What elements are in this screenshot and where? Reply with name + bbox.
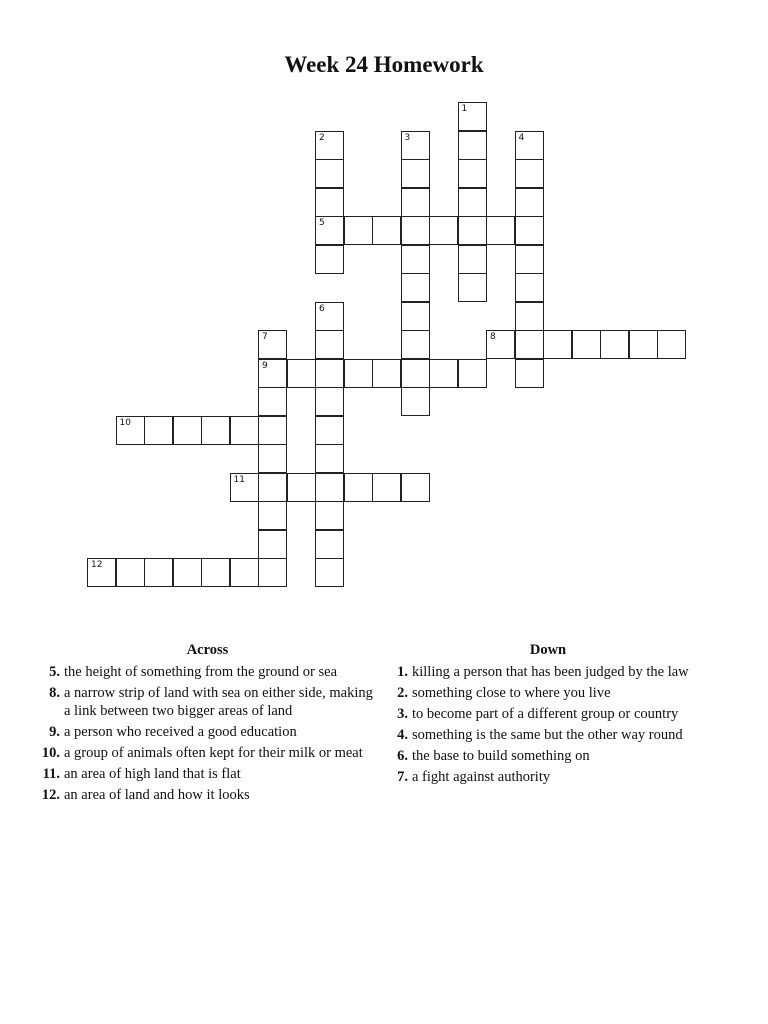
- grid-cell[interactable]: [87, 558, 116, 587]
- clue-number: 8.: [49, 685, 60, 701]
- grid-cell[interactable]: [401, 216, 430, 245]
- grid-cell[interactable]: [230, 416, 259, 445]
- grid-cell[interactable]: [458, 359, 487, 388]
- clue-number: 4.: [397, 727, 408, 743]
- grid-cell[interactable]: [315, 302, 344, 331]
- grid-cell[interactable]: [258, 558, 287, 587]
- grid-cell[interactable]: [173, 416, 202, 445]
- grid-cell[interactable]: [401, 245, 430, 274]
- grid-cell[interactable]: [344, 359, 373, 388]
- grid-cell[interactable]: [401, 473, 430, 502]
- grid-cell[interactable]: [315, 416, 344, 445]
- clue-text: killing a person that has been judged by the law: [412, 664, 689, 680]
- grid-cell[interactable]: [486, 330, 515, 359]
- clue-number: 8: [490, 332, 496, 342]
- grid-cell[interactable]: [201, 416, 230, 445]
- page-title: Week 24 Homework: [284, 52, 484, 77]
- across-clue: [40, 765, 380, 783]
- grid-cell[interactable]: [258, 330, 287, 359]
- grid-cell[interactable]: [515, 273, 544, 302]
- grid-cell[interactable]: [515, 245, 544, 274]
- grid-cell[interactable]: [258, 473, 287, 502]
- grid-cell[interactable]: [144, 558, 173, 587]
- clue-number: 9.: [49, 724, 60, 740]
- across-clue: [40, 786, 380, 804]
- grid-cell[interactable]: [515, 302, 544, 331]
- grid-cell[interactable]: [230, 473, 259, 502]
- grid-cell[interactable]: [401, 131, 430, 160]
- across-clue: [40, 663, 380, 681]
- grid-cell[interactable]: [315, 501, 344, 530]
- clue-text: a fight against authority: [412, 769, 551, 785]
- grid-cell[interactable]: [201, 558, 230, 587]
- clue-number: 3: [404, 132, 411, 143]
- across-clue-list: [40, 663, 380, 804]
- grid-cell[interactable]: [344, 216, 373, 245]
- grid-cell[interactable]: [486, 216, 515, 245]
- grid-cell[interactable]: [600, 330, 629, 359]
- clue-text: a group of animals often kept for their milk or meat: [64, 745, 363, 761]
- grid-cell[interactable]: [372, 473, 401, 502]
- clue-number: 9: [262, 360, 268, 371]
- grid-cell[interactable]: [458, 273, 487, 302]
- grid-cell[interactable]: [515, 330, 544, 359]
- grid-cell[interactable]: [315, 473, 344, 502]
- clue-text: something close to where you live: [412, 685, 611, 701]
- grid-cell[interactable]: [543, 330, 572, 359]
- grid-cell[interactable]: [258, 530, 287, 559]
- clue-number: 5: [319, 218, 325, 228]
- grid-cell[interactable]: [458, 188, 487, 217]
- grid-cell[interactable]: [315, 444, 344, 473]
- down-clue: [388, 705, 718, 723]
- clue-number: 7: [262, 332, 268, 342]
- grid-cell[interactable]: [173, 558, 202, 587]
- grid-cell[interactable]: [315, 558, 344, 587]
- across-heading: Across: [186, 642, 229, 658]
- grid-cell[interactable]: [287, 359, 316, 388]
- grid-cell[interactable]: [429, 216, 458, 245]
- down-clues: [388, 642, 718, 789]
- down-heading: Down: [529, 642, 567, 658]
- grid-cell[interactable]: [515, 216, 544, 245]
- grid-cell[interactable]: [258, 416, 287, 445]
- grid-cell[interactable]: [401, 359, 430, 388]
- across-clues: [40, 642, 380, 807]
- grid-cell[interactable]: [258, 444, 287, 473]
- grid-cell[interactable]: [315, 216, 344, 245]
- down-clue-list: [388, 663, 718, 786]
- grid-cell[interactable]: [401, 273, 430, 302]
- grid-cell[interactable]: [515, 188, 544, 217]
- grid-cell[interactable]: [515, 159, 544, 188]
- grid-cell[interactable]: [372, 359, 401, 388]
- grid-cell[interactable]: [458, 131, 487, 160]
- clue-number: 3.: [397, 706, 408, 722]
- across-clue: [40, 744, 380, 762]
- clue-number: 2.: [397, 685, 408, 701]
- grid-cell[interactable]: [315, 330, 344, 359]
- clue-number: 10.: [41, 745, 60, 761]
- grid-cell[interactable]: [458, 245, 487, 274]
- clue-number: 11: [233, 474, 245, 485]
- down-clue: [388, 768, 718, 786]
- clue-text: a narrow strip of land with sea on either side, making a link between two bigger areas of land: [64, 685, 373, 719]
- across-clue: [40, 723, 380, 741]
- grid-cell[interactable]: [258, 387, 287, 416]
- grid-cell[interactable]: [458, 159, 487, 188]
- clue-text: to become part of a different group or country: [412, 706, 679, 722]
- grid-cell[interactable]: [401, 188, 430, 217]
- grid-cell[interactable]: [315, 530, 344, 559]
- grid-cell[interactable]: [315, 387, 344, 416]
- grid-cell[interactable]: [315, 188, 344, 217]
- down-clue: [388, 684, 718, 702]
- grid-cell[interactable]: [572, 330, 601, 359]
- down-clue: [388, 747, 718, 765]
- clue-number: 6.: [397, 748, 408, 764]
- grid-cell[interactable]: [401, 159, 430, 188]
- clue-number: 11.: [42, 766, 60, 782]
- grid-cell[interactable]: [429, 359, 458, 388]
- grid-cell[interactable]: [515, 359, 544, 388]
- grid-cell[interactable]: [401, 387, 430, 416]
- grid-cell[interactable]: [315, 245, 344, 274]
- grid-cell[interactable]: [629, 330, 658, 359]
- grid-cell[interactable]: [657, 330, 686, 359]
- grid-cell[interactable]: [515, 131, 544, 160]
- grid-cell[interactable]: [116, 416, 145, 445]
- clue-number: 5.: [49, 664, 60, 680]
- clue-number: 10: [119, 417, 131, 428]
- clue-text: an area of high land that is flat: [64, 766, 241, 782]
- clue-number: 7.: [397, 769, 408, 785]
- across-clue: [40, 684, 380, 720]
- clue-number: 1: [461, 104, 468, 114]
- clue-number: 2: [319, 132, 325, 143]
- grid-cell[interactable]: [258, 501, 287, 530]
- grid-cell[interactable]: [116, 558, 145, 587]
- clue-text: the height of something from the ground or sea: [64, 664, 338, 680]
- grid-cell[interactable]: [287, 473, 316, 502]
- clue-number: 4: [518, 132, 525, 143]
- down-clue: [388, 663, 718, 681]
- down-clue: [388, 726, 718, 744]
- clue-number: 12.: [41, 787, 60, 803]
- grid-cell[interactable]: [344, 473, 373, 502]
- clue-text: something is the same but the other way round: [412, 727, 683, 743]
- grid-cell[interactable]: [258, 359, 287, 388]
- grid-cell[interactable]: [315, 131, 344, 160]
- grid-cell[interactable]: [315, 159, 344, 188]
- clue-number: 12: [91, 560, 103, 570]
- grid-cell[interactable]: [401, 302, 430, 331]
- grid-cell[interactable]: [401, 330, 430, 359]
- grid-cell[interactable]: [144, 416, 173, 445]
- clue-text: the base to build something on: [412, 748, 590, 764]
- clue-number: 6: [319, 303, 325, 314]
- clue-text: an area of land and how it looks: [64, 787, 250, 803]
- clue-text: a person who received a good education: [64, 724, 297, 740]
- grid-cell[interactable]: [458, 216, 487, 245]
- clue-number: 1.: [397, 664, 408, 680]
- grid-cell[interactable]: [230, 558, 259, 587]
- grid-cell[interactable]: [372, 216, 401, 245]
- grid-cell[interactable]: [458, 102, 487, 131]
- grid-cell[interactable]: [315, 359, 344, 388]
